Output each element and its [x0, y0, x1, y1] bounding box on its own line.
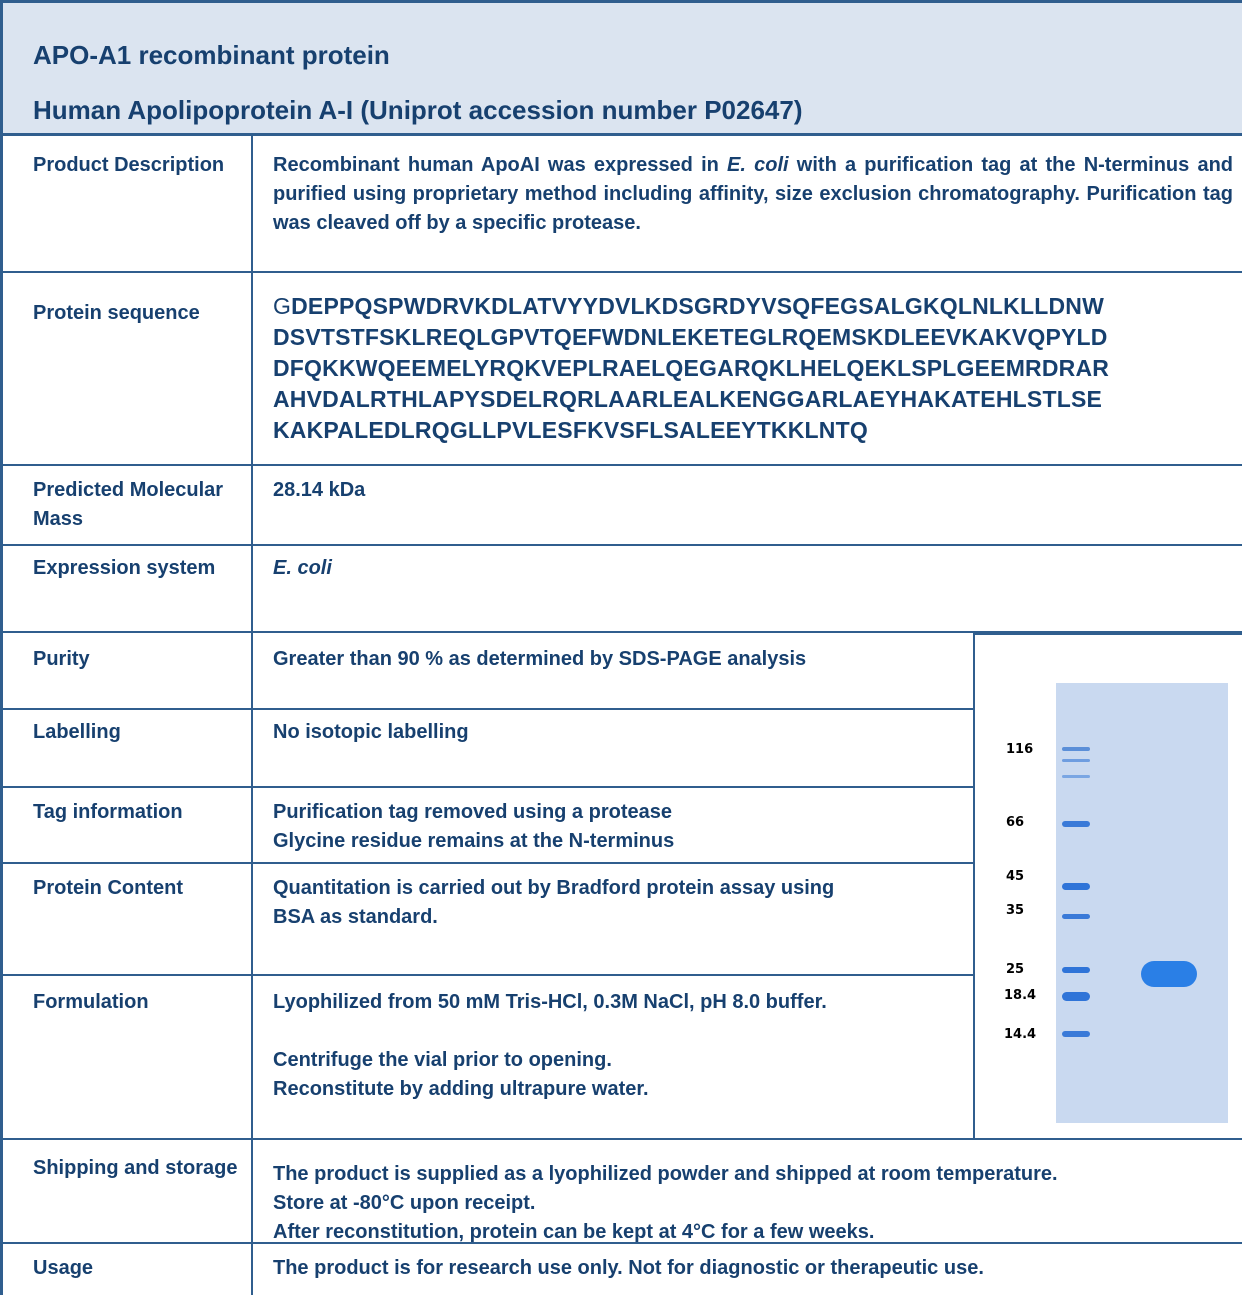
value-purity: Greater than 90 % as determined by SDS-PAGE analysis: [273, 648, 807, 670]
value-product-description: [273, 151, 1233, 238]
sequence-line-5: KAKPALEDLRQGLLPVLESFKVSFLSALEEYTKKLNTQ: [273, 417, 868, 443]
label-labelling: Labelling: [33, 721, 121, 743]
value-molecular-mass: 28.14 kDa: [273, 479, 366, 501]
row-protein-sequence: [3, 273, 1242, 466]
formulation-line-3: Reconstitute by adding ultrapure water.: [273, 1078, 649, 1100]
label-shipping-storage: Shipping and storage: [33, 1157, 238, 1179]
tag-line-1: Purification tag removed using a protease: [273, 801, 672, 823]
ladder-band-97: [1062, 775, 1090, 778]
ladder-band-18-4: [1062, 992, 1090, 1001]
sds-page-gel-panel: [973, 633, 1242, 1140]
mw-label-45: 45: [1006, 869, 1025, 884]
mw-label-18-4: 18.4: [1004, 988, 1037, 1003]
ladder-band-116b: [1062, 759, 1090, 762]
ladder-band-45: [1062, 883, 1090, 890]
sequence-line-1: DEPPQSPWDRVKDLATVYYDVLKDSGRDYVSQFEGSALGKQLNLKLLDNW: [291, 293, 1104, 319]
sequence-first-residue: G: [273, 293, 292, 319]
label-protein-content: Protein Content: [33, 877, 183, 899]
description-text-a: Recombinant human ApoAI was expressed in: [273, 154, 719, 176]
sequence-line-4: AHVDALRTHLAPYSDELRQRLAARLEALKENGGARLAEYHAKATEHLSTLSE: [273, 386, 1103, 412]
formulation-line-2: Centrifuge the vial prior to opening.: [273, 1049, 612, 1071]
value-formulation: [273, 988, 827, 1104]
label-usage: Usage: [33, 1257, 94, 1279]
label-product-description: Product Description: [33, 154, 225, 176]
row-product-description: [3, 133, 1242, 273]
label-protein-sequence: Protein sequence: [33, 302, 200, 324]
row-tag-information: [3, 788, 975, 864]
mw-label-35: 35: [1006, 903, 1025, 918]
sds-page-gel-image: [975, 635, 1242, 1138]
row-shipping-storage: [3, 1140, 1242, 1244]
row-formulation: [3, 976, 975, 1140]
mw-label-66: 66: [1006, 815, 1025, 830]
ladder-band-35: [1062, 914, 1090, 919]
row-usage: [3, 1244, 1242, 1298]
content-line-2: BSA as standard.: [273, 906, 438, 928]
ladder-band-66: [1062, 821, 1090, 827]
value-expression-system: [273, 554, 332, 583]
label-molecular-mass: Predicted Molecular Mass: [33, 479, 224, 530]
content-line-1: Quantitation is carried out by Bradford protein assay using: [273, 877, 835, 899]
row-purity: [3, 633, 975, 710]
sequence-line-3: DFQKKWQEEMELYRQKVEPLRAELQEGARQKLHELQEKLSPLGEEMRDRAR: [273, 355, 1110, 381]
label-expression-system: Expression system: [33, 557, 216, 579]
page-title: APO-A1 recombinant protein: [33, 40, 390, 70]
value-protein-sequence: [273, 291, 1238, 446]
mw-label-14-4: 14.4: [1004, 1027, 1037, 1042]
row-molecular-mass: [3, 466, 1242, 546]
page-subtitle: Human Apolipoprotein A-I (Uniprot accession number P02647): [33, 95, 803, 125]
value-labelling: No isotopic labelling: [273, 721, 469, 743]
formulation-line-1: Lyophilized from 50 mM Tris-HCl, 0.3M NaCl, pH 8.0 buffer.: [273, 991, 827, 1013]
value-shipping-storage: [273, 1160, 1058, 1247]
shipping-line-2: Store at -80°C upon receipt.: [273, 1192, 536, 1214]
shipping-line-3: After reconstitution, protein can be kept at 4°C for a few weeks.: [273, 1221, 875, 1243]
label-purity: Purity: [33, 648, 90, 670]
row-labelling: [3, 710, 975, 788]
description-text-b: with a purification tag at the N-terminus and purified using proprietary method including affinity, size exclusion chromatography. Purification tag was cleaved off by a specific protease.: [273, 154, 1234, 234]
tag-line-2: Glycine residue remains at the N-terminus: [273, 830, 675, 852]
value-usage: The product is for research use only. Not for diagnostic or therapeutic use.: [273, 1257, 984, 1279]
mw-label-116: 116: [1006, 742, 1034, 757]
value-tag-information: [273, 798, 674, 856]
label-tag-information: Tag information: [33, 801, 183, 823]
row-protein-content: [3, 864, 975, 976]
description-organism: E. coli: [727, 154, 789, 176]
shipping-line-1: The product is supplied as a lyophilized powder and shipped at room temperature.: [273, 1163, 1058, 1185]
sample-band-apoa1: [1141, 961, 1197, 987]
sequence-line-2: DSVTSTFSKLREQLGPVTQEFWDNLEKETEGLRQEMSKDLEEVKAKVQPYLD: [273, 324, 1108, 350]
label-formulation: Formulation: [33, 991, 149, 1013]
ladder-band-116: [1062, 747, 1090, 751]
value-protein-content: [273, 874, 834, 932]
expression-organism: E. coli: [273, 557, 332, 579]
row-expression-system: [3, 546, 1242, 633]
mw-label-25: 25: [1006, 962, 1025, 977]
header: [3, 3, 1242, 136]
ladder-band-14-4: [1062, 1031, 1090, 1037]
ladder-band-25: [1062, 967, 1090, 973]
